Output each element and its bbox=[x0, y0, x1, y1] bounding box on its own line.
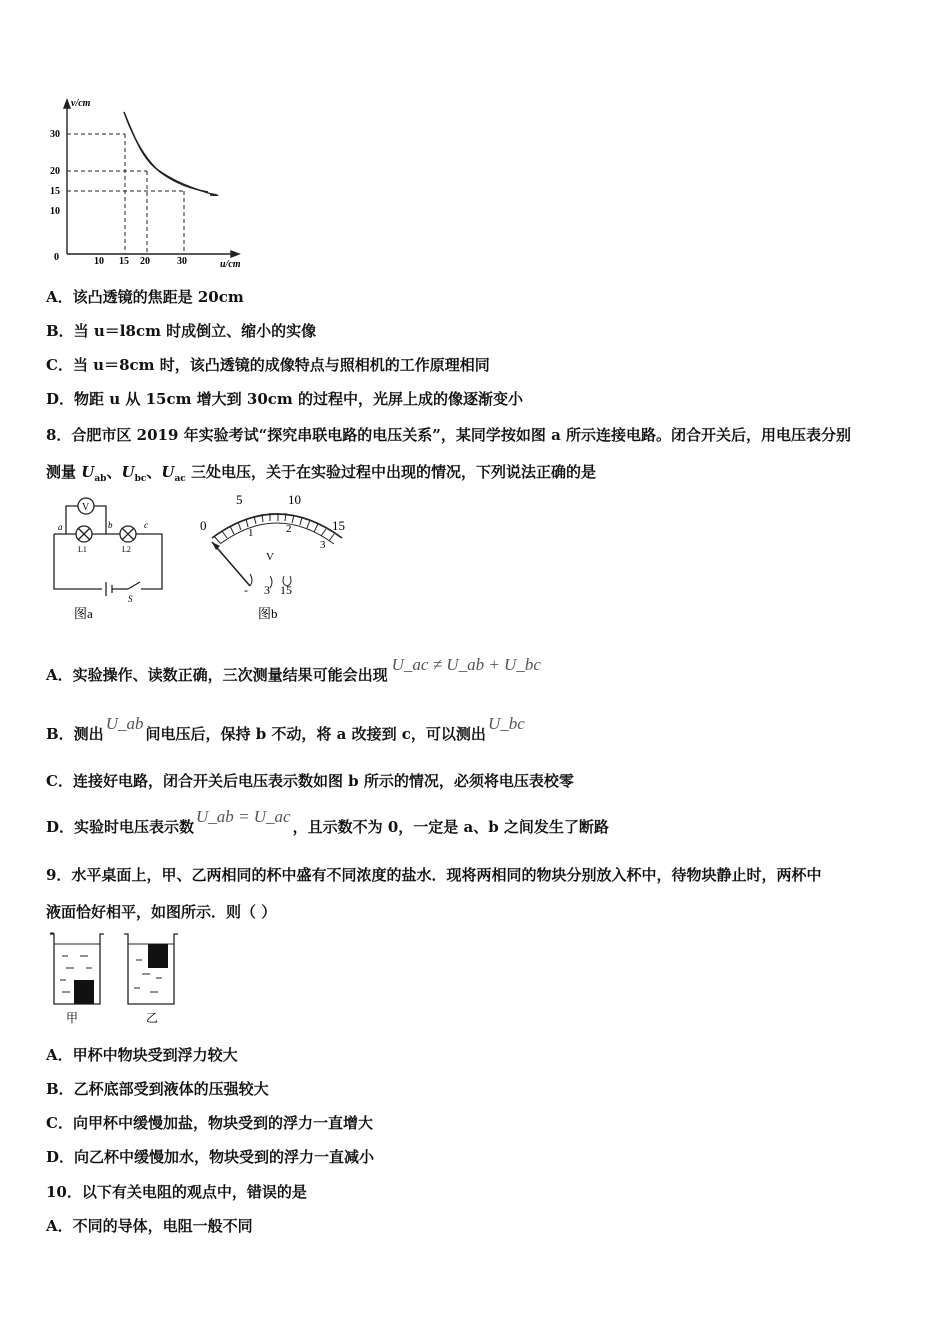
graph-x-tick: 10 bbox=[94, 256, 104, 267]
svg-text:S: S bbox=[128, 594, 133, 604]
svg-text:10: 10 bbox=[288, 492, 301, 507]
svg-text:2: 2 bbox=[286, 523, 292, 535]
q10-stem: 10．以下有关电阻的观点中，错误的是 bbox=[46, 1183, 307, 1201]
q9-stem-line1: 9．水平桌面上，甲、乙两相同的杯中盛有不同浓度的盐水．现将两相同的物块分别放入杯中，待物块静止时，两杯中 bbox=[46, 866, 822, 884]
q9-stem-line2: 液面恰好相平，如图所示．则（ ） bbox=[46, 903, 277, 921]
block-in-yi bbox=[148, 944, 168, 968]
cup-jia-label: 甲 bbox=[66, 1011, 79, 1025]
svg-text:15: 15 bbox=[332, 518, 345, 533]
svg-text:L2: L2 bbox=[122, 545, 131, 554]
q9-option-b: B．乙杯底部受到液体的压强较大 bbox=[46, 1080, 269, 1098]
graph-y-tick: 30 bbox=[50, 129, 60, 140]
q10-option-a: A．不同的导体，电阻一般不同 bbox=[46, 1217, 253, 1235]
graph-y-tick: 20 bbox=[50, 166, 60, 177]
svg-text:V: V bbox=[82, 502, 90, 513]
q8-option-d: D．实验时电压表示数U_ab = U_ac，且示数不为 0，一定是 a、b 之间发生了断路 bbox=[46, 807, 609, 836]
q7-option-a: A．该凸透镜的焦距是 20cm bbox=[46, 288, 244, 306]
graph-x-tick: 15 bbox=[119, 256, 129, 267]
graph-y-tick: 15 bbox=[50, 186, 60, 197]
svg-text:b: b bbox=[108, 520, 113, 530]
svg-text:L1: L1 bbox=[78, 545, 87, 554]
voltmeter-dial-figure-b bbox=[192, 490, 362, 624]
graph-origin: 0 bbox=[54, 252, 59, 263]
q8-stem-line1: 8．合肥市区 2019 年实验考试“探究串联电路的电压关系”，某同学按如图 a 所示连接电路。闭合开关后，用电压表分别 bbox=[46, 426, 852, 444]
q7-option-c: C．当 u＝8cm 时，该凸透镜的成像特点与照相机的工作原理相同 bbox=[46, 356, 490, 374]
q9-option-d: D．向乙杯中缓慢加水，物块受到的浮力一直减小 bbox=[46, 1148, 375, 1166]
circuit-figure-a bbox=[44, 494, 174, 624]
graph-y-tick: 10 bbox=[50, 206, 60, 217]
q8-option-b: B．测出U_ab间电压后，保持 b 不动，将 a 改接到 c，可以测出U_bc bbox=[46, 714, 525, 743]
svg-text:V: V bbox=[266, 551, 274, 563]
block-in-jia bbox=[74, 980, 94, 1004]
svg-text:3: 3 bbox=[264, 583, 270, 597]
graph-x-tick: 20 bbox=[140, 256, 150, 267]
graph-x-arrow bbox=[231, 251, 239, 257]
q8-stem-line2: 测量 $U_{ab}$、$U_{bc}$、$U_{ac}$ 三处电压，关于在实验过程中出现的情况，下列说法正确的是 bbox=[46, 463, 596, 484]
graph-x-tick: 30 bbox=[177, 256, 187, 267]
figure-a-caption: 图a bbox=[74, 606, 93, 621]
graph-y-label: v/cm bbox=[71, 98, 91, 109]
q7-option-d: D．物距 u 从 15cm 增大到 30cm 的过程中，光屏上成的像逐渐变小 bbox=[46, 390, 524, 408]
svg-text:3: 3 bbox=[320, 539, 326, 551]
q8-option-a: A．实验操作、读数正确，三次测量结果可能会出现U_ac ≠ U_ab + U_bc bbox=[46, 655, 541, 684]
q9-option-a: A．甲杯中物块受到浮力较大 bbox=[46, 1046, 238, 1064]
graph-curve bbox=[124, 112, 218, 195]
svg-text:5: 5 bbox=[236, 492, 243, 507]
svg-text:c: c bbox=[144, 520, 148, 530]
cup-yi-label: 乙 bbox=[146, 1011, 159, 1025]
q8-option-c: C．连接好电路，闭合开关后电压表示数如图 b 所示的情况，必须将电压表校零 bbox=[46, 772, 574, 790]
voltmeter-needle bbox=[212, 542, 250, 586]
svg-text:a: a bbox=[58, 522, 63, 532]
svg-text:0: 0 bbox=[200, 518, 207, 533]
lens-graph bbox=[40, 92, 250, 272]
figure-b-caption: 图b bbox=[258, 606, 278, 621]
graph-x-label: u/cm bbox=[220, 259, 241, 270]
svg-text:1: 1 bbox=[248, 527, 254, 539]
graph-y-arrow bbox=[64, 100, 70, 108]
q7-option-b: B．当 u＝l8cm 时成倒立、缩小的实像 bbox=[46, 322, 317, 340]
svg-text:15: 15 bbox=[280, 583, 292, 597]
q9-option-c: C．向甲杯中缓慢加盐，物块受到的浮力一直增大 bbox=[46, 1114, 373, 1132]
svg-text:-: - bbox=[244, 583, 248, 597]
cups-figure bbox=[44, 930, 194, 1026]
